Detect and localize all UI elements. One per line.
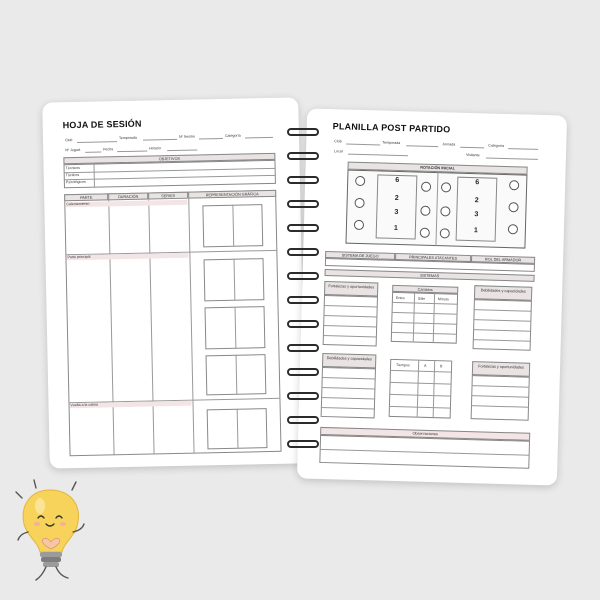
- th-armador: ROL DEL ARMADOR: [471, 255, 535, 264]
- field-line: [143, 139, 177, 141]
- field-jugadores: Nº Jugad.: [65, 147, 81, 153]
- field-line: [245, 137, 273, 139]
- field-temporada: Temporada: [118, 135, 137, 141]
- objective-psicologicos: Psicológicos: [65, 179, 86, 185]
- field-categoria: Categoría: [224, 133, 241, 138]
- strengths-right-header: Fortalezas y oportunidades: [472, 361, 530, 377]
- rotation-right-3: 3: [474, 211, 479, 219]
- observations-header: Observaciones: [320, 427, 530, 441]
- section-principal: Parte principal: [67, 254, 91, 260]
- right-page: [297, 108, 567, 485]
- rotation-left-6: 6: [395, 176, 400, 185]
- spiral-ring: [287, 176, 319, 184]
- changes-col-minuto: Minuto: [437, 297, 449, 302]
- changes-col-sale: Sale: [417, 296, 426, 301]
- field-sesion: Nº Sesión: [178, 134, 195, 139]
- rotation-left-3: 3: [394, 208, 399, 217]
- field-temporada: Temporada: [382, 140, 401, 146]
- timeouts-col-a: A: [424, 363, 427, 368]
- field-line: [348, 154, 408, 157]
- rotation-right-2: 2: [474, 197, 479, 205]
- field-jornada: Jornada: [442, 142, 456, 147]
- field-line: [486, 157, 538, 159]
- objectives-header: OBJETIVOS: [63, 153, 275, 164]
- objective-tecnicos: Técnicos: [65, 165, 81, 171]
- systems-header: SISTEMAS: [325, 269, 535, 282]
- field-line: [167, 149, 197, 151]
- field-line: [85, 151, 101, 152]
- spiral-ring: [287, 296, 319, 304]
- weaknesses-right-header: Debilidades y capacidades: [474, 285, 532, 301]
- field-line: [460, 147, 484, 149]
- field-line: [199, 138, 223, 140]
- field-line: [346, 144, 380, 146]
- weaknesses-left-header: Debilidades y capacidades: [322, 353, 376, 369]
- left-page: [42, 97, 306, 468]
- changes-header: Cambios: [392, 285, 458, 294]
- field-visitante: Visitante: [465, 152, 480, 158]
- field-fecha: Fecha: [103, 147, 114, 152]
- rotation-right-1: 1: [473, 227, 478, 235]
- spiral-ring: [287, 440, 319, 448]
- spiral-ring: [287, 344, 319, 352]
- field-categoria: Categoría: [488, 143, 505, 148]
- lightbulb-mascot-icon: [10, 478, 100, 588]
- objective-tacticos: Tácticos: [65, 172, 80, 178]
- weaknesses-left-box: [321, 367, 376, 418]
- rotation-left-1: 1: [393, 224, 398, 233]
- rotation-header: ROTACIÓN INICIAL: [348, 162, 528, 175]
- spiral-ring: [287, 128, 319, 136]
- field-club: Club: [64, 138, 73, 143]
- section-calentamiento: Calentamiento: [66, 201, 90, 207]
- spiral-ring: [287, 320, 319, 328]
- field-horario: Horario: [149, 146, 162, 151]
- left-page-title: HOJA DE SESIÓN: [62, 118, 142, 131]
- spiral-ring: [287, 416, 319, 424]
- field-local: Local: [333, 149, 343, 154]
- th-series: SERIES: [148, 192, 188, 200]
- rotation-left-2: 2: [394, 194, 399, 203]
- field-club: Club: [334, 139, 342, 144]
- th-atacantes: PRINCIPALES ATACANTES: [395, 253, 471, 262]
- spiral-binding: [283, 122, 323, 462]
- objectives-box: [63, 160, 275, 188]
- strengths-left-box: [323, 295, 378, 346]
- spiral-ring: [287, 224, 319, 232]
- timeouts-label: Tiempos: [396, 363, 410, 368]
- th-duracion: DURACIÓN: [108, 193, 148, 201]
- section-vuelta-calma: Vuelta a la calma: [70, 402, 99, 408]
- strengths-left-header: Fortalezas y oportunidades: [324, 281, 378, 297]
- field-line: [508, 148, 538, 150]
- th-representacion: REPRESENTACIÓN GRÁFICA: [188, 190, 276, 199]
- field-line: [406, 145, 438, 147]
- spiral-ring: [287, 248, 319, 256]
- weaknesses-right-box: [473, 299, 532, 351]
- rotation-right-6: 6: [475, 179, 480, 187]
- th-parte: PARTE: [64, 193, 108, 201]
- spiral-ring: [287, 368, 319, 376]
- changes-col-entra: Entra: [395, 295, 405, 301]
- timeouts-box: [389, 359, 453, 419]
- right-page-title: PLANILLA POST PARTIDO: [332, 121, 451, 135]
- spiral-ring: [287, 272, 319, 280]
- th-sistema-juego: SISTEMA DE JUEGO: [325, 251, 395, 260]
- spiral-ring: [287, 152, 319, 160]
- strengths-right-box: [471, 375, 530, 421]
- spiral-ring: [287, 200, 319, 208]
- spiral-ring: [287, 392, 319, 400]
- field-line: [77, 141, 117, 143]
- field-line: [117, 151, 147, 153]
- timeouts-col-b: B: [440, 364, 443, 369]
